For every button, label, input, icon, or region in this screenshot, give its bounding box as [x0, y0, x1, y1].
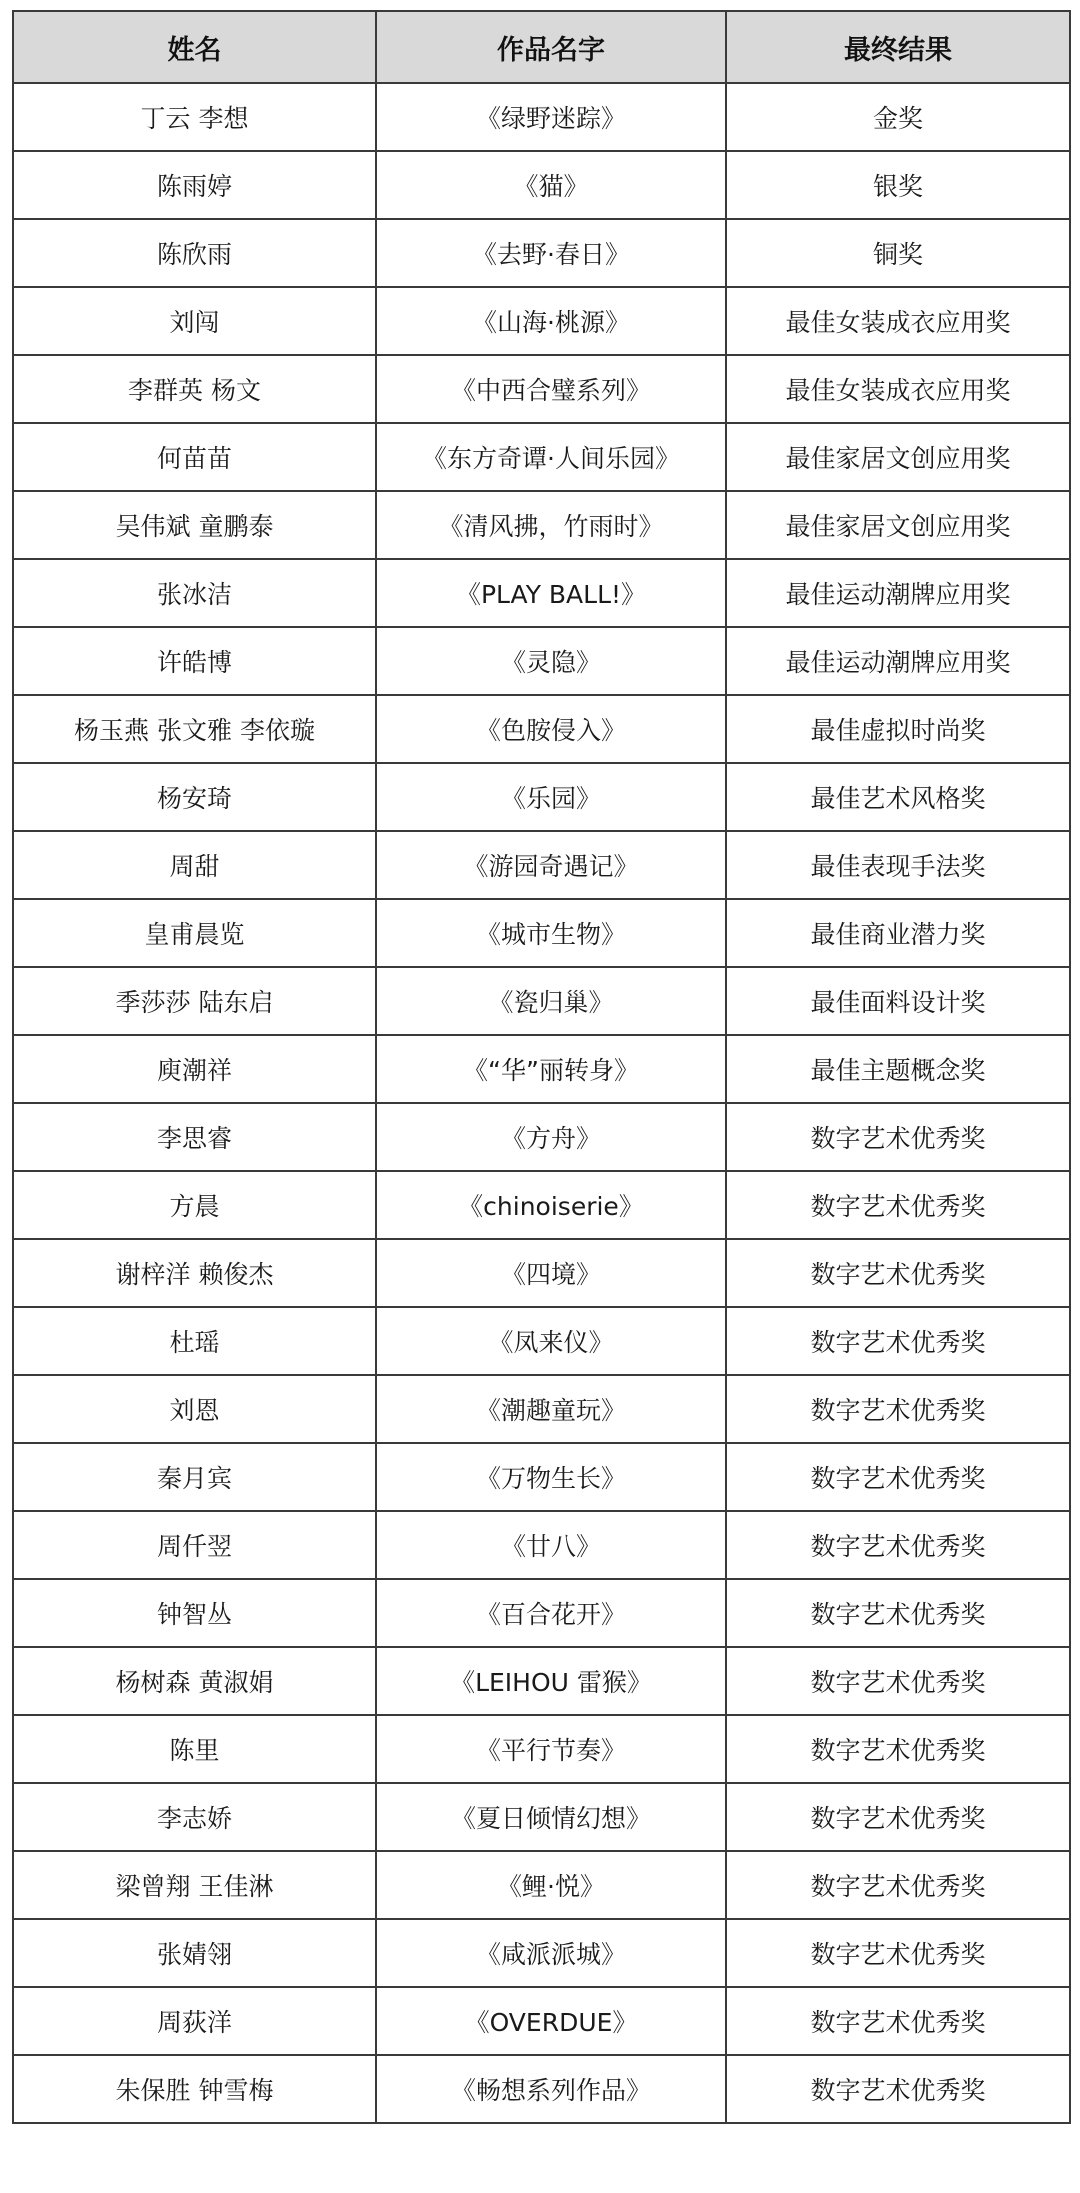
cell-work-title: 《东方奇谭·人间乐园》	[376, 423, 726, 491]
cell-work-title: 《猫》	[376, 151, 726, 219]
table-row	[13, 1647, 1070, 1715]
cell-result: 最佳运动潮牌应用奖	[726, 627, 1070, 695]
cell-result: 数字艺术优秀奖	[726, 1171, 1070, 1239]
cell-name: 周荻洋	[13, 1987, 376, 2055]
table-row	[13, 967, 1070, 1035]
table-body	[13, 83, 1070, 2123]
cell-name: 谢梓洋 赖俊杰	[13, 1239, 376, 1307]
cell-name: 皇甫晨览	[13, 899, 376, 967]
table-row	[13, 1035, 1070, 1103]
table-row	[13, 1919, 1070, 1987]
cell-name: 陈欣雨	[13, 219, 376, 287]
table-row	[13, 559, 1070, 627]
table-row	[13, 1103, 1070, 1171]
cell-work-title: 《PLAY BALL!》	[376, 559, 726, 627]
cell-name: 刘恩	[13, 1375, 376, 1443]
cell-result: 数字艺术优秀奖	[726, 1715, 1070, 1783]
cell-result: 最佳女装成衣应用奖	[726, 355, 1070, 423]
cell-work-title: 《鲤·悦》	[376, 1851, 726, 1919]
cell-work-title: 《瓷归巢》	[376, 967, 726, 1035]
cell-work-title: 《夏日倾情幻想》	[376, 1783, 726, 1851]
cell-name: 钟智丛	[13, 1579, 376, 1647]
cell-name: 刘闯	[13, 287, 376, 355]
cell-name: 庾潮祥	[13, 1035, 376, 1103]
cell-result: 铜奖	[726, 219, 1070, 287]
cell-result: 数字艺术优秀奖	[726, 1783, 1070, 1851]
table-row	[13, 899, 1070, 967]
cell-result: 数字艺术优秀奖	[726, 1307, 1070, 1375]
cell-name: 李群英 杨文	[13, 355, 376, 423]
cell-result: 数字艺术优秀奖	[726, 1443, 1070, 1511]
table-row	[13, 763, 1070, 831]
cell-result: 数字艺术优秀奖	[726, 1987, 1070, 2055]
table-row	[13, 1171, 1070, 1239]
cell-work-title: 《方舟》	[376, 1103, 726, 1171]
table-row	[13, 83, 1070, 151]
cell-name: 朱保胜 钟雪梅	[13, 2055, 376, 2123]
cell-name: 张婧翎	[13, 1919, 376, 1987]
cell-work-title: 《乐园》	[376, 763, 726, 831]
cell-result: 数字艺术优秀奖	[726, 1239, 1070, 1307]
cell-result: 最佳商业潜力奖	[726, 899, 1070, 967]
cell-name: 李思睿	[13, 1103, 376, 1171]
table-row	[13, 1579, 1070, 1647]
cell-result: 最佳主题概念奖	[726, 1035, 1070, 1103]
table-row	[13, 1375, 1070, 1443]
cell-name: 周甜	[13, 831, 376, 899]
cell-work-title: 《潮趣童玩》	[376, 1375, 726, 1443]
table-row	[13, 627, 1070, 695]
table-row	[13, 491, 1070, 559]
table-row	[13, 1783, 1070, 1851]
cell-name: 张冰洁	[13, 559, 376, 627]
cell-result: 数字艺术优秀奖	[726, 1919, 1070, 1987]
cell-name: 陈里	[13, 1715, 376, 1783]
table-header	[13, 11, 1070, 83]
cell-work-title: 《chinoiserie》	[376, 1171, 726, 1239]
cell-work-title: 《咸派派城》	[376, 1919, 726, 1987]
cell-result: 最佳女装成衣应用奖	[726, 287, 1070, 355]
awards-table	[12, 10, 1071, 2124]
cell-work-title: 《廿八》	[376, 1511, 726, 1579]
cell-work-title: 《去野·春日》	[376, 219, 726, 287]
cell-result: 数字艺术优秀奖	[726, 1851, 1070, 1919]
cell-work-title: 《绿野迷踪》	[376, 83, 726, 151]
cell-work-title: 《色胺侵入》	[376, 695, 726, 763]
cell-work-title: 《畅想系列作品》	[376, 2055, 726, 2123]
cell-name: 杨玉燕 张文雅 李依璇	[13, 695, 376, 763]
cell-name: 杨安琦	[13, 763, 376, 831]
cell-work-title: 《凤来仪》	[376, 1307, 726, 1375]
table-row	[13, 1307, 1070, 1375]
cell-work-title: 《平行节奏》	[376, 1715, 726, 1783]
cell-name: 杨树森 黄淑娟	[13, 1647, 376, 1715]
cell-result: 最佳虚拟时尚奖	[726, 695, 1070, 763]
cell-result: 数字艺术优秀奖	[726, 1103, 1070, 1171]
table-row	[13, 1715, 1070, 1783]
cell-work-title: 《山海·桃源》	[376, 287, 726, 355]
cell-name: 方晨	[13, 1171, 376, 1239]
table-row	[13, 355, 1070, 423]
table-row	[13, 1443, 1070, 1511]
cell-name: 秦月宾	[13, 1443, 376, 1511]
cell-work-title: 《游园奇遇记》	[376, 831, 726, 899]
table-row	[13, 151, 1070, 219]
cell-work-title: 《万物生长》	[376, 1443, 726, 1511]
cell-result: 最佳面料设计奖	[726, 967, 1070, 1035]
cell-name: 梁曾翔 王佳淋	[13, 1851, 376, 1919]
cell-result: 数字艺术优秀奖	[726, 2055, 1070, 2123]
cell-name: 何苗苗	[13, 423, 376, 491]
table-row	[13, 1511, 1070, 1579]
cell-name: 季莎莎 陆东启	[13, 967, 376, 1035]
cell-work-title: 《城市生物》	[376, 899, 726, 967]
cell-result: 数字艺术优秀奖	[726, 1511, 1070, 1579]
cell-name: 杜瑶	[13, 1307, 376, 1375]
header-row	[13, 11, 1070, 83]
cell-work-title: 《中西合璧系列》	[376, 355, 726, 423]
cell-work-title: 《四境》	[376, 1239, 726, 1307]
cell-name: 丁云 李想	[13, 83, 376, 151]
cell-work-title: 《“华”丽转身》	[376, 1035, 726, 1103]
cell-result: 最佳家居文创应用奖	[726, 491, 1070, 559]
cell-result: 最佳运动潮牌应用奖	[726, 559, 1070, 627]
table-row	[13, 423, 1070, 491]
cell-result: 金奖	[726, 83, 1070, 151]
cell-name: 周仟翌	[13, 1511, 376, 1579]
cell-name: 吴伟斌 童鹏泰	[13, 491, 376, 559]
table-row	[13, 1987, 1070, 2055]
table-row	[13, 219, 1070, 287]
cell-result: 数字艺术优秀奖	[726, 1579, 1070, 1647]
header-final-result: 最终结果	[726, 11, 1070, 83]
cell-name: 陈雨婷	[13, 151, 376, 219]
cell-work-title: 《LEIHOU 雷猴》	[376, 1647, 726, 1715]
cell-work-title: 《清风拂，竹雨时》	[376, 491, 726, 559]
table-row	[13, 695, 1070, 763]
cell-work-title: 《灵隐》	[376, 627, 726, 695]
table-row	[13, 831, 1070, 899]
header-work-title: 作品名字	[376, 11, 726, 83]
table-row	[13, 1851, 1070, 1919]
cell-result: 最佳表现手法奖	[726, 831, 1070, 899]
header-name: 姓名	[13, 11, 376, 83]
cell-result: 数字艺术优秀奖	[726, 1375, 1070, 1443]
cell-result: 数字艺术优秀奖	[726, 1647, 1070, 1715]
table-row	[13, 1239, 1070, 1307]
cell-work-title: 《OVERDUE》	[376, 1987, 726, 2055]
table-row	[13, 2055, 1070, 2123]
cell-work-title: 《百合花开》	[376, 1579, 726, 1647]
cell-name: 李志娇	[13, 1783, 376, 1851]
cell-result: 最佳艺术风格奖	[726, 763, 1070, 831]
cell-result: 银奖	[726, 151, 1070, 219]
cell-result: 最佳家居文创应用奖	[726, 423, 1070, 491]
table-row	[13, 287, 1070, 355]
cell-name: 许皓博	[13, 627, 376, 695]
